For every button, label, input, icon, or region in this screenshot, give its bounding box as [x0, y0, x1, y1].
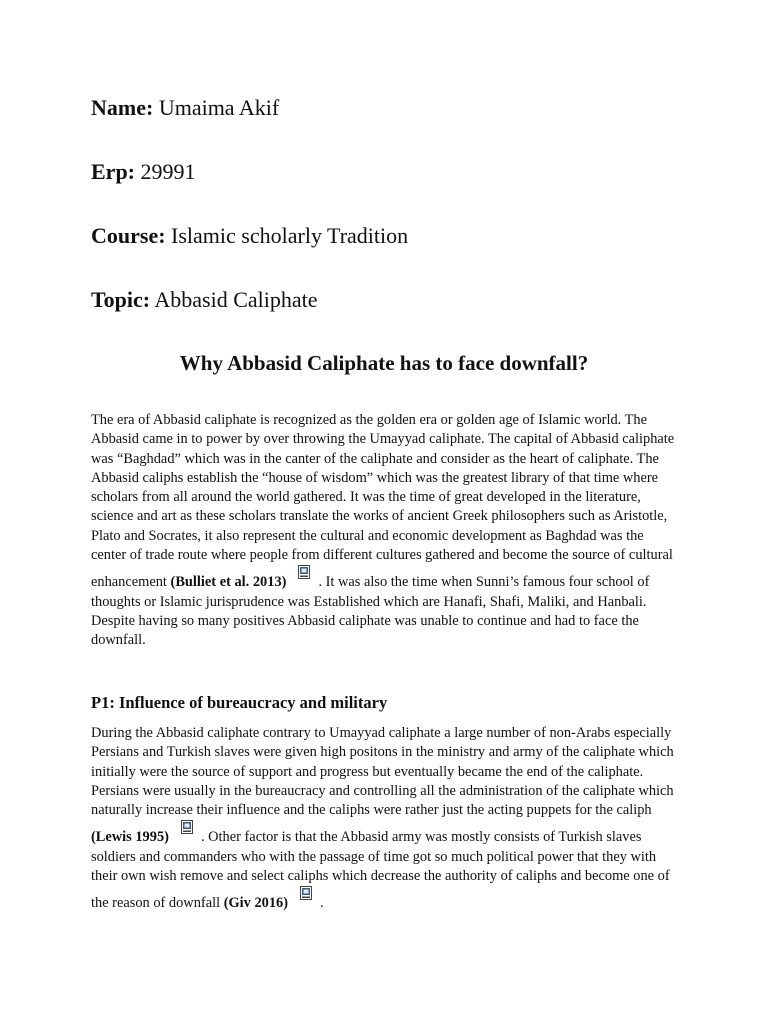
citation-document-icon[interactable] — [181, 820, 193, 834]
name-label: Name: — [91, 95, 154, 120]
intro-paragraph — [91, 411, 681, 651]
essay-title: Why Abbasid Caliphate has to face downfall? — [179, 351, 589, 375]
section1-citation-1: (Lewis 1995) — [91, 829, 169, 846]
course-line — [91, 223, 408, 249]
section1-citation-2: (Giv 2016) — [223, 895, 289, 912]
intro-text-1: The era of Abbasid caliphate is recognized as the golden era or golden age of Islamic world. The Abbasid came in to power by over throwing the Umayyad caliphate. The capital of Abbasid caliphate was “Baghdad” which was in the canter of the caliphate and consider as the heart of caliphate. The Abbasid caliphs establish the “house of wisdom” which was the greatest library of that time where scholars from all around the world gathered. It was the time of great developed in the literature, science and art as these scholars translate the works of ancient Greek philosophers such as Aristotle, Plato and Socrates, it also represent the cultural and economic development as Baghdad was the center of trade route where people from different cultures gathered and become the source of cultural enhancement — [91, 412, 675, 591]
topic-line — [91, 287, 318, 313]
erp-value: 29991 — [140, 159, 196, 184]
citation-document-icon[interactable] — [298, 565, 310, 579]
erp-label: Erp: — [91, 159, 135, 184]
citation-document-icon[interactable] — [300, 886, 312, 900]
name-line — [91, 95, 279, 121]
section1-text-1: During the Abbasid caliphate contrary to Umayyad caliphate a large number of non-Arabs especially Persians and Turkish slaves were given high positons in the ministry and army of the caliphate which initially were the source of support and progress but eventually became the end of the caliphate. Persians were usually in the bureaucracy and controlling all the administration of the caliphate which naturally increase their influence and the caliphs were rather just the acting puppets for the caliph — [91, 725, 674, 819]
section1-paragraph — [91, 724, 681, 914]
intro-text-2: . It was also the time when Sunni’s famous four school of thoughts or Islamic jurisprudence was Established which are Hanafi, Shafi, Maliki, and Hanbali. Despite having so many positives Abbasid caliphate was unable to continue and had to face the downfall. — [91, 574, 650, 649]
course-label: Course: — [91, 223, 166, 248]
section1-text-3: . — [320, 895, 324, 912]
section1-text-2: . Other factor is that the Abbasid army was mostly consists of Turkish slaves soldiers and commanders who with the passage of time got so much political power that they with their own wish remove and select caliphs which decrease the authority of caliphs and become one of the reason of downfall — [91, 829, 670, 912]
intro-citation-1: (Bulliet et al. 2013) — [170, 574, 287, 591]
course-value: Islamic scholarly Tradition — [171, 223, 409, 248]
topic-value: Abbasid Caliphate — [154, 287, 318, 312]
section-heading-p1: P1: Influence of bureaucracy and military — [91, 693, 388, 712]
topic-label: Topic: — [91, 287, 151, 312]
erp-line — [91, 159, 196, 185]
name-value: Umaima Akif — [158, 95, 280, 120]
